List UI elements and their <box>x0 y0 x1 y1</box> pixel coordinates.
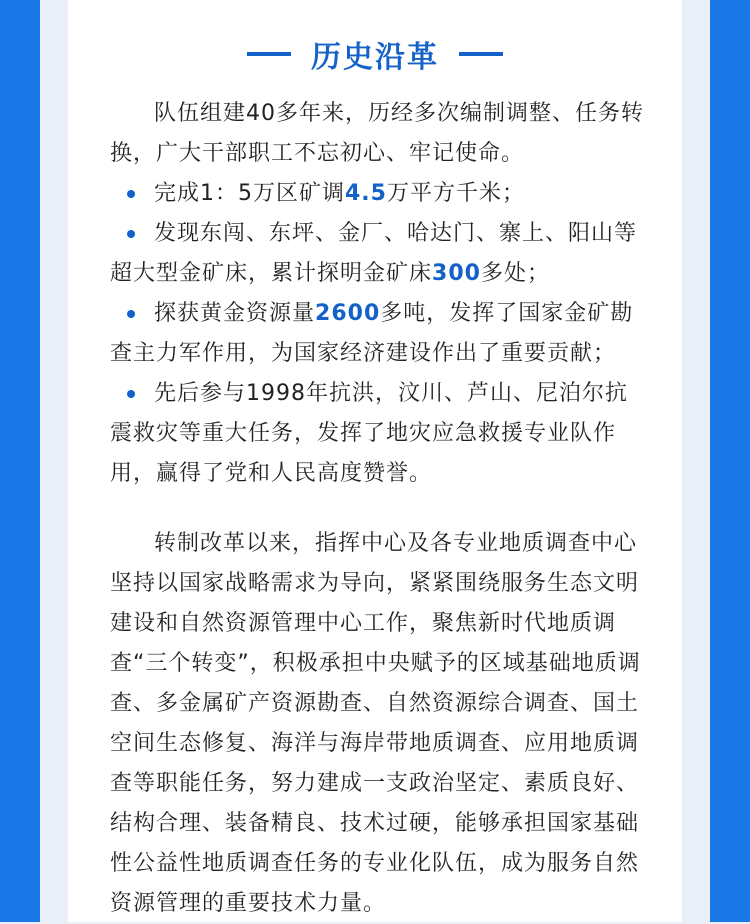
bullet-item <box>110 214 650 294</box>
title-right-dash <box>459 52 503 56</box>
bullet-highlight: 2600 <box>315 301 381 326</box>
section-header <box>68 30 682 78</box>
article-body <box>110 94 650 924</box>
bullet-dot-icon <box>127 390 135 398</box>
bullet-item <box>110 174 650 214</box>
bullet-text: 完成1：5万区矿调 <box>154 181 345 206</box>
bullet-text-end: 多处； <box>480 261 550 286</box>
title-left-dash <box>247 52 291 56</box>
left-edge-bar <box>0 0 40 922</box>
reform-paragraph: 转制改革以来，指挥中心及各专业地质调查中心坚持以国家战略需求为导向，紧紧围绕服务生态文明建设和自然资源管理中心工作，聚焦新时代地质调查“三个转变”，积极承担中央赋予的区域基础地质调查、多金属矿产资源勘查、自然资源综合调查、国土空间生态修复、海洋与海岸带地质调查、应用地质调查等职能任务，努力建成一支政治坚定、素质良好、结构合理、装备精良、技术过硬，能够承担国家基础性公益性地质调查任务的专业化队伍，成为服务自然资源管理的重要技术力量。 <box>110 531 641 916</box>
bullet-text: 发现东闯、东坪、金厂、哈达门、寨上、阳山等超大型金矿床，累计探明金矿床 <box>110 221 638 286</box>
left-margin <box>40 0 68 922</box>
bullet-highlight: 4.5 <box>345 181 387 206</box>
bullet-item <box>110 374 650 494</box>
bullet-item <box>110 294 650 374</box>
bullet-dot-icon <box>127 310 135 318</box>
paragraph-spacer <box>110 494 650 524</box>
bullet-text: 探获黄金资源量 <box>154 301 316 326</box>
bullet-text-end: 万平方千米； <box>386 181 525 206</box>
bullet-text: 先后参与1998年抗洪，汶川、芦山、尼泊尔抗震救灾等重大任务，发挥了地灾应急救援专业队作用，赢得了党和人民高度赞誉。 <box>110 381 628 486</box>
right-edge-bar <box>710 0 750 922</box>
bullet-highlight: 300 <box>432 261 481 286</box>
content-panel <box>68 0 682 922</box>
bullet-dot-icon <box>127 190 135 198</box>
section-title: 历史沿革 <box>311 40 439 75</box>
right-margin <box>682 0 710 922</box>
intro-paragraph: 队伍组建40多年来，历经多次编制调整、任务转换，广大干部职工不忘初心、牢记使命。 <box>110 101 644 166</box>
bullet-dot-icon <box>127 230 135 238</box>
bullet-text-end: 多吨，发挥了国家金矿勘查主力军作用，为国家经济建设作出了重要贡献； <box>110 301 634 366</box>
